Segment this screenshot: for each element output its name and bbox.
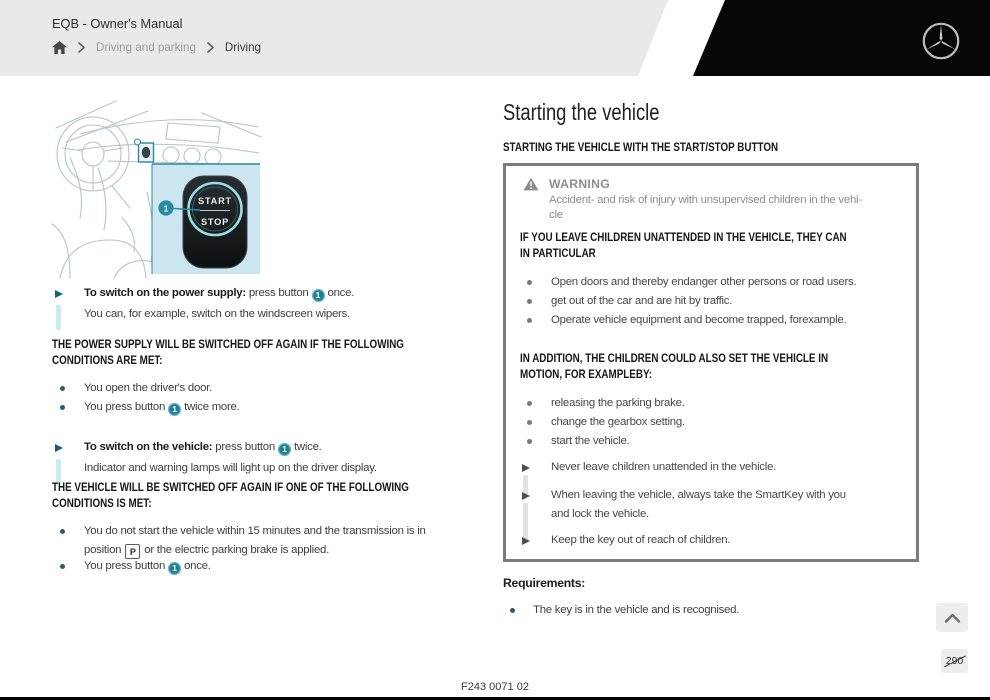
action-arrow-icon xyxy=(522,492,530,500)
page-heading: Starting the vehicle xyxy=(503,99,660,125)
list-item: You do not start the vehicle within 15 minutes and the transmission is in position P or the electric parking brake is applied. xyxy=(52,522,524,559)
bullet-dot xyxy=(527,439,532,444)
list-item: get out of the car and are hit by traffic. xyxy=(519,292,732,312)
bullet-dot xyxy=(60,405,65,410)
instruction-step-switch-on: To switch on the vehicle: press button 1 twice. Indicator and warning lamps will light up on the driver display. xyxy=(52,438,524,478)
bullet-dot xyxy=(60,386,65,391)
warning-triangle-icon xyxy=(523,177,539,196)
breadcrumb-chevron-icon xyxy=(78,42,85,53)
bullet-dot xyxy=(60,564,65,569)
section-heading-power-off: THE POWER SUPPLY WILL BE SWITCHED OFF AGAIN IF THE FOLLOWING CONDITIONS ARE MET: xyxy=(52,337,404,368)
step-note: You can, for example, switch on the windscreen wipers. xyxy=(84,307,350,320)
section-subtitle: STARTING THE VEHICLE WITH THE START/STOP BUTTON xyxy=(503,140,779,154)
warning-box xyxy=(503,163,919,562)
warning-heading-1: IF YOU LEAVE CHILDREN UNATTENDED IN THE VEHICLE, THEY CAN IN PARTICULAR xyxy=(520,230,847,261)
page-reference-button[interactable] xyxy=(941,649,968,673)
gear-position-badge: P xyxy=(125,544,140,559)
warning-action: When leaving the vehicle, always take the SmartKey with you and lock the vehicle. xyxy=(519,486,846,523)
action-arrow-icon xyxy=(522,464,530,472)
button-number-chip: 1 xyxy=(312,289,325,302)
start-stop-inset xyxy=(152,164,260,274)
bullet-dot xyxy=(527,318,532,323)
button-number-chip: 1 xyxy=(278,443,291,456)
stop-label: STOP xyxy=(200,217,230,227)
warning-label: WARNING xyxy=(549,177,611,191)
step-note: Indicator and warning lamps will light up on the driver display. xyxy=(84,461,377,474)
step-highlight-bar xyxy=(56,305,61,330)
mercedes-logo[interactable] xyxy=(921,21,961,61)
warning-intro: Accident- and risk of injury with unsupervised children in the vehi- cle xyxy=(549,194,862,221)
bullet-dot xyxy=(527,401,532,406)
bullet-dot xyxy=(527,280,532,285)
bullet-dot xyxy=(527,420,532,425)
list-item: Open doors and thereby endanger other persons or road users. xyxy=(519,273,856,293)
action-arrow-icon xyxy=(55,444,63,452)
warning-action: Keep the key out of reach of children. xyxy=(519,531,730,551)
breadcrumb xyxy=(52,39,261,55)
bullet-dot xyxy=(510,608,515,613)
breadcrumb-current: Driving xyxy=(224,40,261,54)
action-arrow-icon xyxy=(55,290,63,298)
vehicle-interior-illustration xyxy=(50,96,264,280)
list-item: You press button 1 once. xyxy=(52,557,524,577)
breadcrumb-parent[interactable]: Driving and parking xyxy=(96,40,196,54)
page-title: EQB - Owner's Manual xyxy=(52,16,183,31)
warning-action: Never leave children unattended in the vehicle. xyxy=(519,458,776,478)
scroll-to-top-button[interactable] xyxy=(936,603,968,632)
document-code: F243 0071 02 xyxy=(461,681,529,693)
start-label: START xyxy=(198,196,232,206)
bullet-dot xyxy=(527,299,532,304)
section-heading-vehicle-off: THE VEHICLE WILL BE SWITCHED OFF AGAIN IF ONE OF THE FOLLOWING CONDITIONS IS MET: xyxy=(52,480,409,511)
list-item: start the vehicle. xyxy=(519,432,629,452)
page-reference-number: 290 xyxy=(945,655,964,667)
requirements-heading: Requirements: xyxy=(503,576,586,590)
header-brand-area xyxy=(693,0,990,76)
action-arrow-icon xyxy=(522,537,530,545)
warning-heading-2: IN ADDITION, THE CHILDREN COULD ALSO SET THE VEHICLE IN MOTION, FOR EXAMPLEBY: xyxy=(520,351,829,382)
list-item: You open the driver's door. xyxy=(52,379,524,399)
list-item: You press button 1 twice more. xyxy=(52,398,524,418)
bullet-dot xyxy=(60,529,65,534)
button-number-chip: 1 xyxy=(168,403,181,416)
breadcrumb-chevron-icon xyxy=(207,42,214,53)
home-icon[interactable] xyxy=(52,41,67,54)
list-item: Operate vehicle equipment and become trapped, forexample. xyxy=(519,311,846,331)
callout-number: 1 xyxy=(163,203,169,214)
header xyxy=(0,0,990,76)
button-number-chip: 1 xyxy=(168,562,181,575)
chevron-up-icon xyxy=(944,613,961,623)
instruction-step-power-supply: To switch on the power supply: press button 1 once. You can, for example, switch on the windscreen wipers. xyxy=(52,284,524,324)
list-item: releasing the parking brake. xyxy=(519,394,685,414)
list-item: The key is in the vehicle and is recognised. xyxy=(502,601,739,621)
list-item: change the gearbox setting. xyxy=(519,413,685,433)
